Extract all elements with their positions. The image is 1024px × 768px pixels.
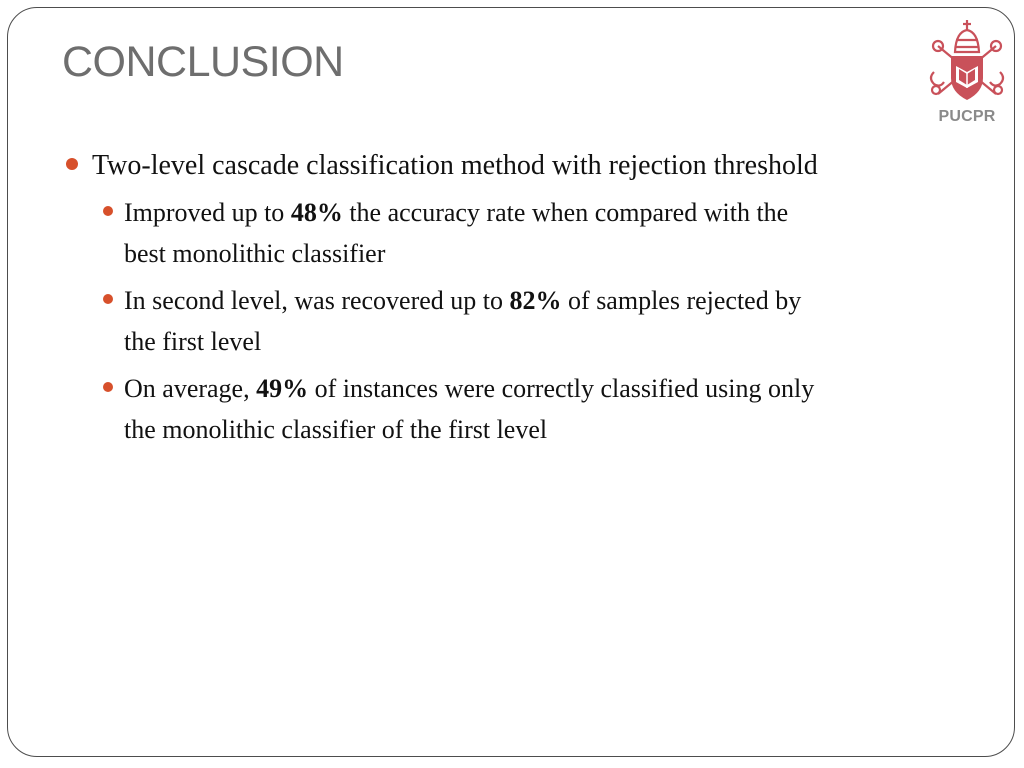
bullet-text-after: the accuracy rate when compared with the best monolithic classifier — [124, 198, 789, 268]
bullet-dot-icon — [103, 294, 113, 304]
bullet-item-level2 — [62, 192, 832, 274]
slide-title: CONCLUSION — [62, 38, 344, 86]
bullet-dot-icon — [103, 382, 113, 392]
bullet-text-before: On average, — [124, 374, 257, 403]
pucpr-logo — [924, 16, 1010, 134]
bullet-highlight-value: 49% — [256, 374, 309, 403]
bullet-highlight-value: 82% — [509, 286, 562, 315]
bullet-dot-icon — [103, 206, 113, 216]
bullet-dot-icon — [66, 158, 78, 170]
bullet-text-after: of samples rejected by the first level — [124, 286, 802, 356]
bullet-text: Two-level cascade classification method with rejection threshold — [92, 150, 818, 181]
bullet-list — [62, 144, 832, 456]
slide-frame — [7, 7, 1015, 757]
bullet-item-level1 — [62, 144, 832, 188]
bullet-text-before: Improved up to — [124, 198, 291, 227]
bullet-highlight-value: 48% — [290, 198, 343, 227]
bullet-item-level2 — [62, 280, 832, 362]
bullet-text-before: In second level, was recovered up to — [124, 286, 510, 315]
bullet-text-after: of instances were correctly classified using only the monolithic classifier of the first level — [124, 374, 815, 444]
bullet-item-level2 — [62, 368, 832, 450]
pucpr-crest-icon — [924, 16, 1010, 106]
logo-text: PUCPR — [938, 108, 996, 125]
